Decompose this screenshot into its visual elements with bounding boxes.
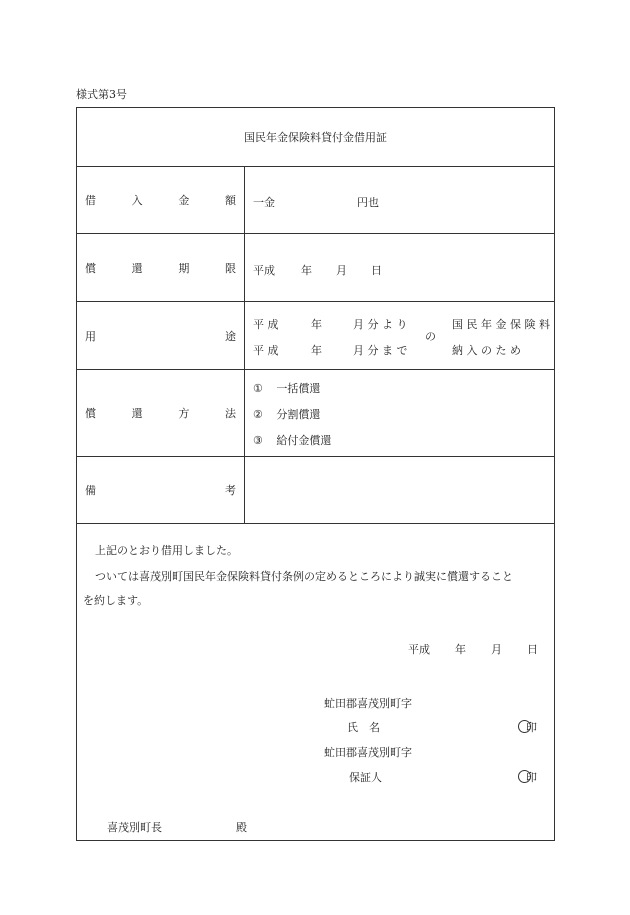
deadline-era: 平成 xyxy=(253,264,275,277)
date-month: 月 xyxy=(491,643,502,656)
row-loan-amount xyxy=(77,167,554,234)
row-repayment-deadline xyxy=(77,234,554,302)
label-char: 途 xyxy=(225,329,236,343)
addressee-honorific: 殿 xyxy=(236,821,247,834)
purpose-line2-right: 納 入 の た め xyxy=(452,344,521,357)
method-option-number: ② xyxy=(253,408,263,421)
label-char: 還 xyxy=(131,407,143,420)
addressee-name: 喜茂別町長 xyxy=(107,821,162,834)
form-title: 国民年金保険料貸付金借用証 xyxy=(244,131,387,144)
seal-label: 印 xyxy=(526,721,537,734)
form-number: 様式第3号 xyxy=(76,88,127,101)
row-repayment-method xyxy=(77,370,554,457)
purpose-line2-era: 平 成 xyxy=(253,344,279,357)
method-option-text: 分割償還 xyxy=(276,408,321,421)
statement-area xyxy=(77,524,554,840)
statement-line2: ついては喜茂別町国民年金保険料貸付条例の定めるところにより誠実に償還すること xyxy=(95,570,513,583)
amount-suffix: 円也 xyxy=(357,196,379,209)
label-char: 額 xyxy=(224,194,236,207)
deadline-day: 日 xyxy=(371,264,382,277)
guarantor-address: 虻田郡喜茂別町字 xyxy=(324,746,412,759)
label-char: 期 xyxy=(178,261,190,275)
label-repayment-deadline xyxy=(77,234,245,301)
method-option[interactable] xyxy=(253,432,331,448)
label-char: 法 xyxy=(224,407,236,420)
method-option-text: 給付金償還 xyxy=(276,434,332,447)
value-purpose[interactable] xyxy=(245,302,554,369)
label-char: 備 xyxy=(85,484,96,497)
borrower-address: 虻田郡喜茂別町字 xyxy=(324,697,412,710)
method-option[interactable] xyxy=(253,406,320,422)
amount-prefix: 一金 xyxy=(253,196,275,209)
date-era: 平成 xyxy=(408,643,430,656)
label-char: 償 xyxy=(85,261,96,275)
method-option-number: ① xyxy=(253,382,263,395)
label-remarks xyxy=(77,457,245,523)
method-option-text: 一括償還 xyxy=(276,382,321,395)
label-char: 還 xyxy=(131,261,143,275)
label-char: 償 xyxy=(85,407,96,420)
deadline-month: 月 xyxy=(336,264,347,277)
borrower-name-label: 氏 名 xyxy=(347,721,380,734)
guarantor-name-label: 保証人 xyxy=(349,771,382,784)
purpose-line2-year: 年 xyxy=(311,344,322,357)
loan-certificate-form xyxy=(76,107,555,841)
label-repayment-method xyxy=(77,370,245,456)
date-day: 日 xyxy=(527,643,538,656)
label-char: 限 xyxy=(224,261,236,275)
label-char: 考 xyxy=(225,484,236,497)
row-purpose xyxy=(77,302,554,370)
label-char: 金 xyxy=(178,194,190,207)
value-repayment-deadline[interactable] xyxy=(245,234,554,301)
form-title-row xyxy=(77,108,554,167)
purpose-connector: の xyxy=(425,330,436,343)
statement-line1: 上記のとおり借用しました。 xyxy=(95,544,238,557)
row-remarks xyxy=(77,457,554,524)
label-loan-amount xyxy=(77,167,245,233)
label-char: 方 xyxy=(178,407,190,420)
purpose-line1-right: 国 民 年 金 保 険 料 xyxy=(452,318,550,331)
method-option[interactable] xyxy=(253,380,320,396)
seal-label: 印 xyxy=(526,771,537,784)
method-option-number: ③ xyxy=(253,434,263,447)
purpose-line1-era: 平 成 xyxy=(253,318,279,331)
date-year: 年 xyxy=(455,643,466,656)
label-char: 借 xyxy=(85,194,96,207)
statement-line3: を約します。 xyxy=(83,594,149,607)
purpose-line1-month: 月 分 よ り xyxy=(353,318,408,331)
purpose-line2-month: 月 分 ま で xyxy=(353,344,408,357)
borrower-seal xyxy=(518,719,537,735)
deadline-year: 年 xyxy=(301,264,312,277)
value-loan-amount[interactable] xyxy=(245,167,554,233)
value-repayment-method xyxy=(245,370,554,456)
label-char: 入 xyxy=(131,194,143,207)
guarantor-seal xyxy=(518,769,537,785)
label-char: 用 xyxy=(85,329,96,343)
purpose-line1-year: 年 xyxy=(311,318,322,331)
value-remarks[interactable] xyxy=(245,457,554,523)
label-purpose xyxy=(77,302,245,369)
